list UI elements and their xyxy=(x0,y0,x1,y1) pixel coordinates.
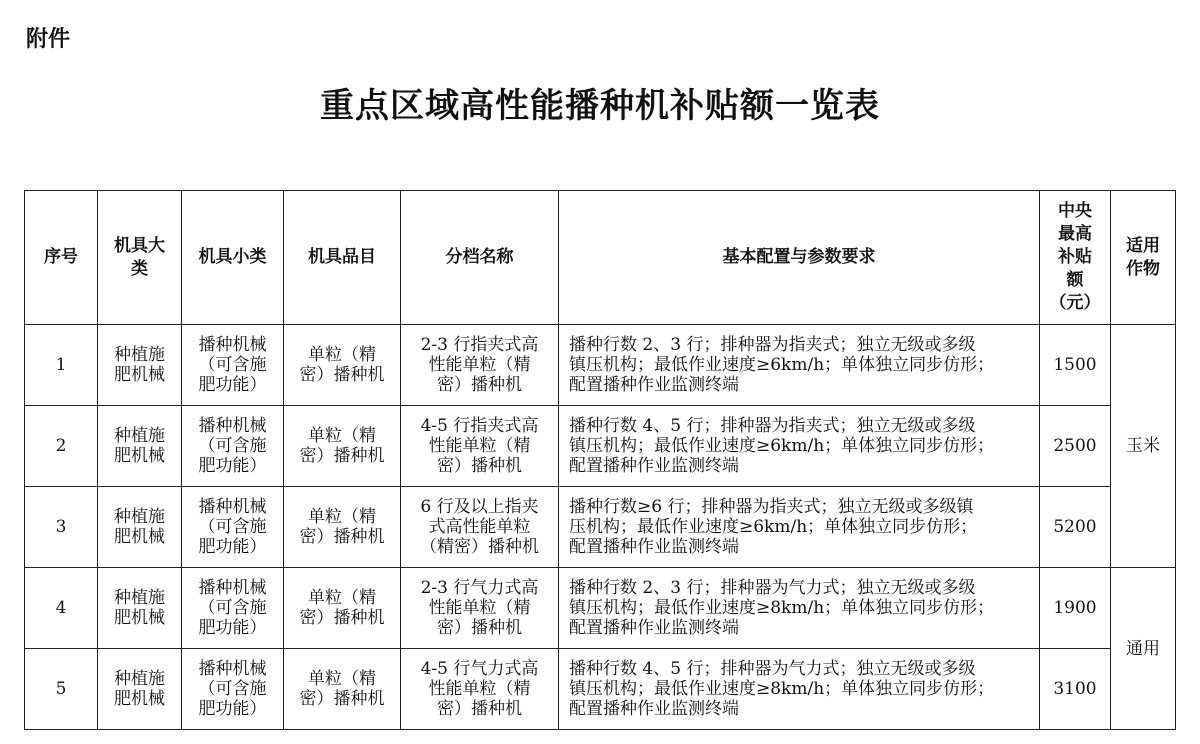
cell-grade: 2-3 行指夹式高 性能单粒（精 密）播种机 xyxy=(401,325,559,406)
cell-item: 单粒（精 密）播种机 xyxy=(284,649,401,730)
table-row xyxy=(25,487,1176,568)
header-item: 机具品目 xyxy=(284,191,401,325)
cell-grade: 6 行及以上指夹 式高性能单粒 （精密）播种机 xyxy=(401,487,559,568)
cell-requirements: 播种行数 4、5 行；排种器为气力式；独立无级或多级 镇压机构；最低作业速度≥8km/h；单体独立同步仿形； 配置播种作业监测终端 xyxy=(559,649,1040,730)
cell-subcategory: 播种机械 （可含施 肥功能） xyxy=(182,406,284,487)
cell-subcategory: 播种机械 （可含施 肥功能） xyxy=(182,487,284,568)
cell-item: 单粒（精 密）播种机 xyxy=(284,325,401,406)
attachment-label: 附件 xyxy=(26,27,71,52)
cell-subcategory: 播种机械 （可含施 肥功能） xyxy=(182,325,284,406)
header-subsidy: 中央 最高 补贴 额 （元） xyxy=(1040,191,1111,325)
document-title: 重点区域高性能播种机补贴额一览表 xyxy=(320,86,880,126)
table-row xyxy=(25,406,1176,487)
cell-grade: 4-5 行指夹式高 性能单粒（精 密）播种机 xyxy=(401,406,559,487)
cell-item: 单粒（精 密）播种机 xyxy=(284,406,401,487)
table-row xyxy=(25,568,1176,649)
cell-seq: 5 xyxy=(25,649,98,730)
cell-category: 种植施 肥机械 xyxy=(98,649,182,730)
header-grade: 分档名称 xyxy=(401,191,559,325)
cell-subsidy: 5200 xyxy=(1040,487,1111,568)
cell-grade: 4-5 行气力式高 性能单粒（精 密）播种机 xyxy=(401,649,559,730)
table-header-row xyxy=(25,191,1176,325)
header-subcategory: 机具小类 xyxy=(182,191,284,325)
cell-requirements: 播种行数 4、5 行；排种器为指夹式；独立无级或多级 镇压机构；最低作业速度≥6km/h；单体独立同步仿形； 配置播种作业监测终端 xyxy=(559,406,1040,487)
cell-category: 种植施 肥机械 xyxy=(98,568,182,649)
cell-seq: 3 xyxy=(25,487,98,568)
cell-seq: 2 xyxy=(25,406,98,487)
header-category: 机具大 类 xyxy=(98,191,182,325)
cell-crop-general: 通用 xyxy=(1111,568,1176,730)
cell-seq: 1 xyxy=(25,325,98,406)
cell-subsidy: 1900 xyxy=(1040,568,1111,649)
cell-requirements: 播种行数≥6 行；排种器为指夹式；独立无级或多级镇 压机构；最低作业速度≥6km/h；单体独立同步仿形； 配置播种作业监测终端 xyxy=(559,487,1040,568)
cell-item: 单粒（精 密）播种机 xyxy=(284,487,401,568)
table-row xyxy=(25,649,1176,730)
subsidy-table xyxy=(24,190,1176,730)
cell-item: 单粒（精 密）播种机 xyxy=(284,568,401,649)
cell-subsidy: 3100 xyxy=(1040,649,1111,730)
cell-subsidy: 2500 xyxy=(1040,406,1111,487)
cell-category: 种植施 肥机械 xyxy=(98,325,182,406)
cell-requirements: 播种行数 2、3 行；排种器为指夹式；独立无级或多级 镇压机构；最低作业速度≥6km/h；单体独立同步仿形； 配置播种作业监测终端 xyxy=(559,325,1040,406)
header-seq: 序号 xyxy=(25,191,98,325)
header-crop: 适用 作物 xyxy=(1111,191,1176,325)
cell-subcategory: 播种机械 （可含施 肥功能） xyxy=(182,568,284,649)
cell-grade: 2-3 行气力式高 性能单粒（精 密）播种机 xyxy=(401,568,559,649)
cell-seq: 4 xyxy=(25,568,98,649)
cell-subcategory: 播种机械 （可含施 肥功能） xyxy=(182,649,284,730)
cell-category: 种植施 肥机械 xyxy=(98,487,182,568)
cell-requirements: 播种行数 2、3 行；排种器为气力式；独立无级或多级 镇压机构；最低作业速度≥8km/h；单体独立同步仿形； 配置播种作业监测终端 xyxy=(559,568,1040,649)
cell-subsidy: 1500 xyxy=(1040,325,1111,406)
cell-crop-corn: 玉米 xyxy=(1111,325,1176,568)
table-row xyxy=(25,325,1176,406)
header-requirements: 基本配置与参数要求 xyxy=(559,191,1040,325)
cell-category: 种植施 肥机械 xyxy=(98,406,182,487)
